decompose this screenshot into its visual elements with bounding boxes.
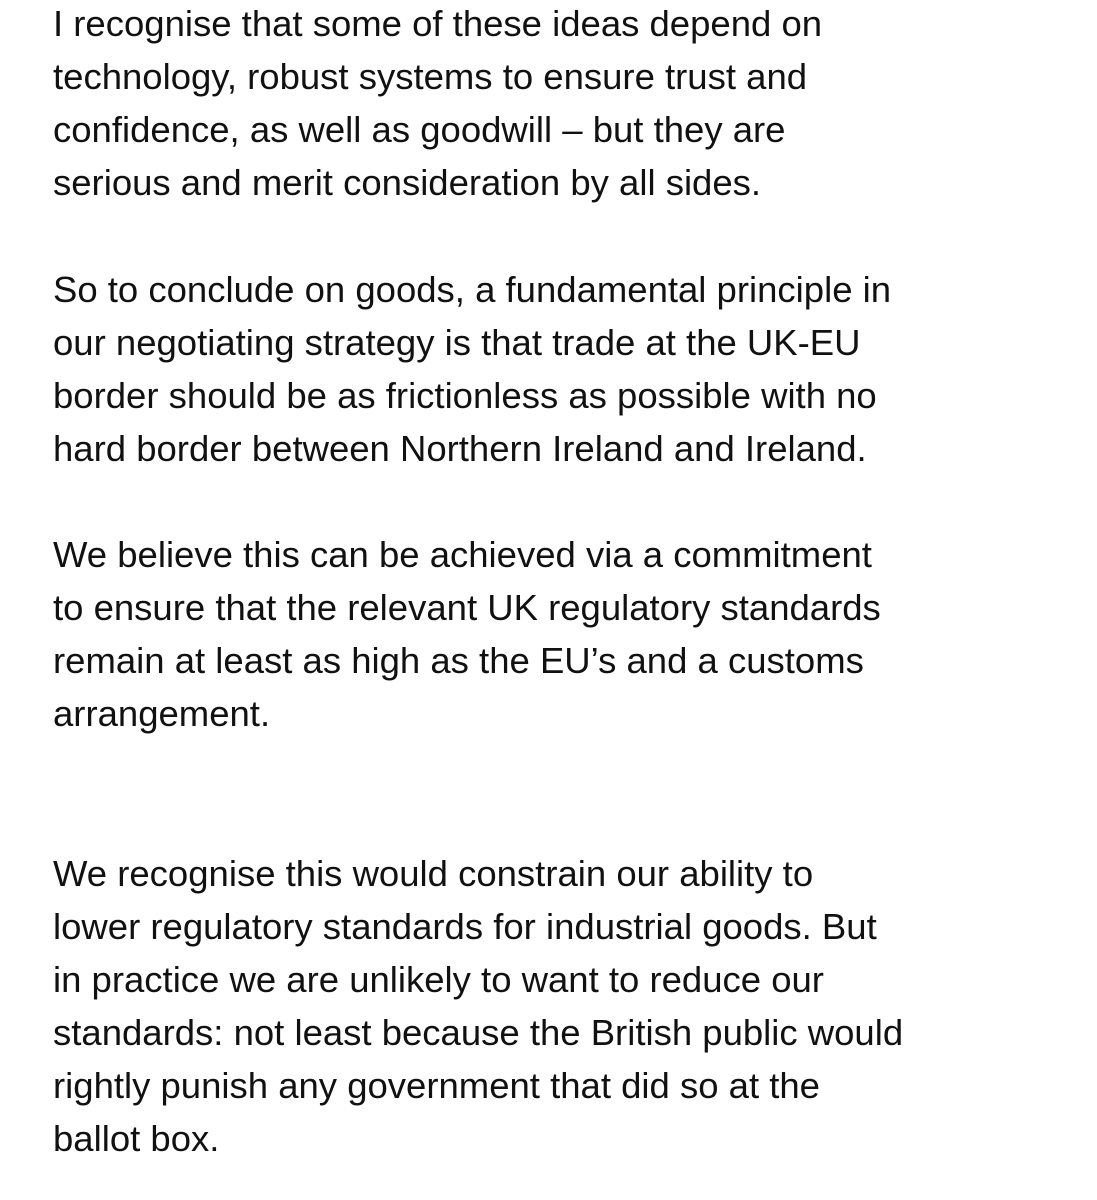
text-line: technology, robust systems to ensure trust and	[53, 56, 808, 97]
paragraph-technology-goodwill	[53, 0, 822, 209]
text-line: arrangement.	[53, 693, 271, 734]
text-line: border should be as frictionless as possible with no	[53, 375, 877, 416]
text-line: our negotiating strategy is that trade at the UK-EU	[53, 322, 861, 363]
text-line: So to conclude on goods, a fundamental principle in	[53, 269, 892, 310]
paragraph-conclude-on-goods	[53, 263, 891, 475]
text-line: serious and merit consideration by all sides.	[53, 162, 762, 203]
text-line: rightly punish any government that did so at the	[53, 1065, 820, 1106]
text-line: I recognise that some of these ideas depend on	[53, 3, 823, 44]
text-line: lower regulatory standards for industrial goods. But	[53, 906, 877, 947]
paragraph-constrain-ability	[53, 847, 903, 1165]
text-line: to ensure that the relevant UK regulatory standards	[53, 587, 881, 628]
text-line: We recognise this would constrain our ability to	[53, 853, 814, 894]
text-line: in practice we are unlikely to want to reduce our	[53, 959, 824, 1000]
text-line: remain at least as high as the EU’s and a customs	[53, 640, 864, 681]
text-line: We believe this can be achieved via a commitment	[53, 534, 872, 575]
text-line: ballot box.	[53, 1118, 220, 1159]
text-line: hard border between Northern Ireland and Ireland.	[53, 428, 867, 469]
paragraph-commitment-standards	[53, 528, 881, 740]
text-line: confidence, as well as goodwill – but they are	[53, 109, 786, 150]
text-line: standards: not least because the British public would	[53, 1012, 904, 1053]
